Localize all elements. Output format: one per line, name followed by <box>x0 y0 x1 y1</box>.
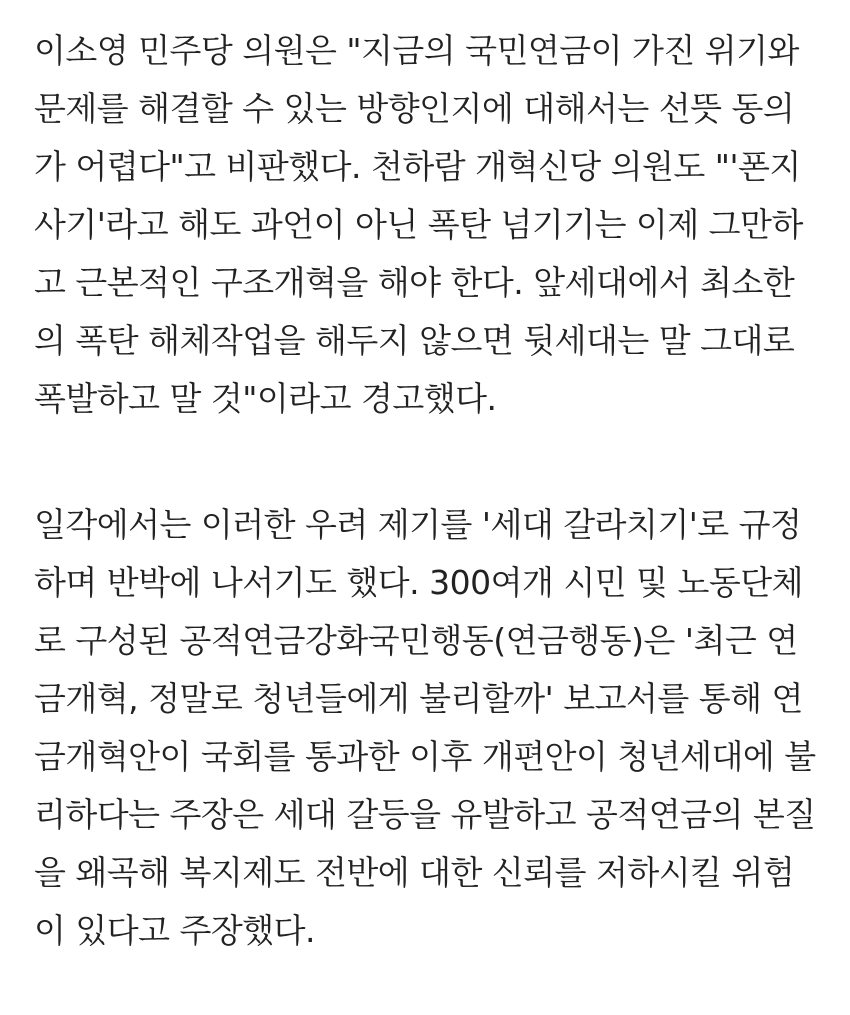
text-line: 가 어렵다"고 비판했다. 천하람 개혁신당 의원도 "'폰지 <box>34 147 801 186</box>
text-line: 일각에서는 이러한 우려 제기를 '세대 갈라치기'로 규정 <box>34 505 802 544</box>
text-line: 리하다는 주장은 세대 갈등을 유발하고 공적연금의 본질 <box>34 795 816 834</box>
text-line: 이 있다고 주장했다. <box>34 911 315 950</box>
text-line: 하며 반박에 나서기도 했다. 300여개 시민 및 노동단체 <box>34 563 803 602</box>
text-line: 을 왜곡해 복지제도 전반에 대한 신뢰를 저하시킬 위험 <box>34 853 795 892</box>
text-line: 문제를 해결할 수 있는 방향인지에 대해서는 선뜻 동의 <box>34 89 795 128</box>
text-line: 사기'라고 해도 과언이 아닌 폭탄 넘기기는 이제 그만하 <box>34 205 803 244</box>
text-line: 의 폭탄 해체작업을 해두지 않으면 뒷세대는 말 그대로 <box>34 321 795 360</box>
text-line: 폭발하고 말 것"이라고 경고했다. <box>34 379 497 418</box>
text-line: 금개혁, 정말로 청년들에게 불리할까' 보고서를 통해 연 <box>34 679 803 718</box>
text-line: 고 근본적인 구조개혁을 해야 한다. 앞세대에서 최소한 <box>34 263 795 302</box>
text-line: 로 구성된 공적연금강화국민행동(연금행동)은 '최근 연 <box>34 621 798 660</box>
text-line: 금개혁안이 국회를 통과한 이후 개편안이 청년세대에 불 <box>34 737 816 776</box>
text-line: 이소영 민주당 의원은 "지금의 국민연금이 가진 위기와 <box>34 31 799 70</box>
